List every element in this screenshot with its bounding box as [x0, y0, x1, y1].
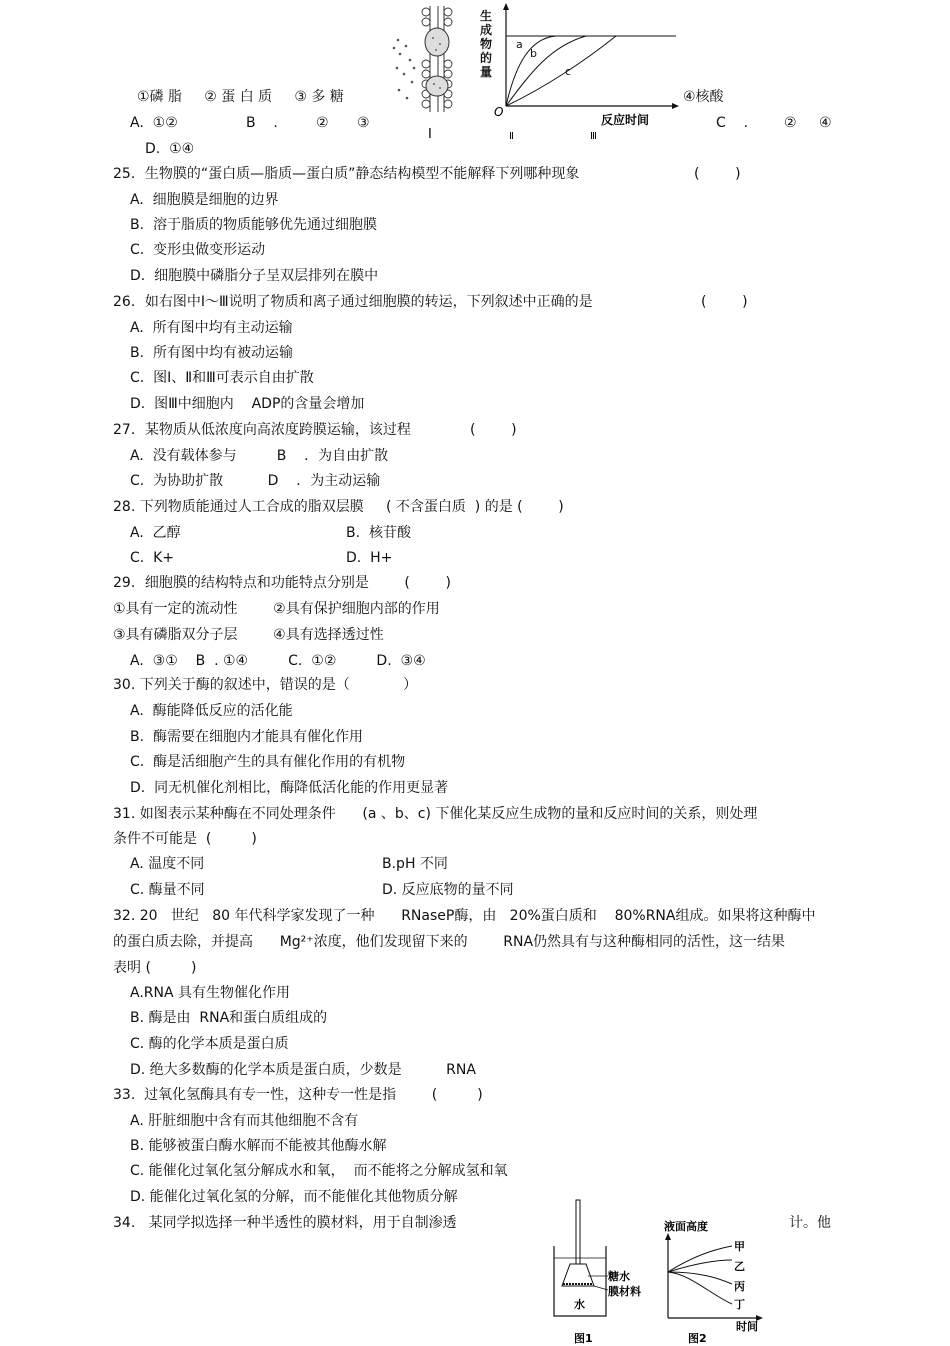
text-line: A. 温度不同	[130, 856, 205, 872]
membrane-transport-figure	[388, 2, 478, 144]
membrane-material-label: 膜材料	[608, 1285, 641, 1298]
fig2-ylabel: 液面高度	[664, 1220, 708, 1233]
text-line: B. 所有图中均有被动运输	[130, 345, 293, 361]
text-line: D. H+	[346, 550, 393, 566]
text-line: B.pH 不同	[382, 856, 448, 872]
text-line: 34. 某同学拟选择一种半透性的膜材料，用于自制渗透	[113, 1215, 457, 1231]
text-line: C. 变形虫做变形运动	[130, 242, 266, 258]
text-line: A. 肝脏细胞中含有而其他细胞不含有	[130, 1113, 359, 1129]
text-line: C. 酶是活细胞产生的具有催化作用的有机物	[130, 754, 406, 770]
text-line: 的蛋白质去除，并提高 Mg²⁺浓度，他们发现留下来的 RNA仍然具有与这种酶相同的活性，这一结果	[113, 934, 786, 950]
text-line: ③具有磷脂双分子层 ④具有选择透过性	[113, 627, 384, 643]
reaction-curve-graph	[476, 2, 686, 144]
text-line: D. ①④	[145, 141, 195, 157]
curve-jia: 甲	[734, 1240, 745, 1253]
text-line: D. 反应底物的量不同	[382, 882, 514, 898]
figure-label-I: Ⅰ	[428, 127, 432, 142]
graph-origin: O	[494, 105, 504, 119]
graph-ylabel-4: 的	[480, 51, 493, 65]
graph-xlabel: 反应时间	[601, 113, 650, 127]
text-line: D. 细胞膜中磷脂分子呈双层排列在膜中	[130, 268, 379, 284]
text-line: A. 细胞膜是细胞的边界	[130, 192, 279, 208]
curve-label-a: a	[516, 38, 523, 51]
text-line: A. 没有载体参与 B ．为自由扩散	[130, 448, 389, 464]
text-line: 条件不可能是 ( )	[113, 831, 257, 847]
text-line: B. 酶需要在细胞内才能具有催化作用	[130, 729, 363, 745]
text-line: 33. 过氧化氢酶具有专一性，这种专一性是指 ( )	[113, 1087, 483, 1103]
curve-bing: 丙	[734, 1280, 745, 1293]
text-line: D. 绝大多数酶的化学本质是蛋白质，少数是 RNA	[130, 1062, 476, 1078]
text-line: ④	[819, 115, 832, 131]
curve-label-c: c	[565, 65, 572, 78]
text-line: D. 图Ⅲ中细胞内 ADP的含量会增加	[130, 396, 365, 412]
text-line: A. 所有图中均有主动运输	[130, 320, 293, 336]
text-line: A. ①②	[130, 115, 178, 131]
text-line: ( )	[701, 294, 748, 310]
text-line: 32. 20 世纪 80 年代科学家发现了一种 RNaseP酶，由 20%蛋白质和 80%RNA组成。如果将这种酶中	[113, 908, 816, 924]
osmometer-figure-1	[540, 1198, 660, 1346]
text-line: C. 能催化过氧化氢分解成水和氧， 而不能将之分解成氢和氧	[130, 1163, 508, 1179]
text-line: B. 溶于脂质的物质能够优先通过细胞膜	[130, 217, 377, 233]
text-line: ①具有一定的流动性 ②具有保护细胞内部的作用	[113, 601, 440, 617]
curve-label-b: b	[530, 47, 537, 60]
text-line: 表明 ( )	[113, 960, 197, 976]
figure-label-II: Ⅱ	[509, 131, 514, 142]
fig2-caption: 图2	[688, 1332, 707, 1345]
text-line: D. 同无机催化剂相比，酶降低活化能的作用更显著	[130, 780, 449, 796]
text-line: B. 核苷酸	[346, 525, 411, 541]
text-line: ②	[784, 115, 797, 131]
text-line: D. 能催化过氧化氢的分解，而不能催化其他物质分解	[130, 1189, 458, 1205]
graph-ylabel-1: 生	[480, 9, 493, 23]
text-line: A. ③① B . ①④ C. ①② D. ③④	[130, 653, 426, 669]
text-line: 计。他	[789, 1215, 831, 1231]
text-line: 30. 下列关于酶的叙述中，错误的是（ ）	[113, 677, 418, 693]
fig2-xlabel: 时间	[736, 1320, 758, 1333]
figure-label-III: Ⅲ	[590, 131, 597, 142]
graph-ylabel-5: 量	[480, 65, 493, 79]
text-line: ( )	[694, 166, 741, 182]
text-line: B .	[246, 115, 278, 131]
fig1-caption: 图1	[574, 1332, 593, 1345]
text-line: 26．如右图中Ⅰ～Ⅲ说明了物质和离子通过细胞膜的转运，下列叙述中正确的是	[113, 294, 593, 310]
text-line: C. 图Ⅰ、Ⅱ和Ⅲ可表示自由扩散	[130, 370, 314, 386]
text-line: A.RNA 具有生物催化作用	[130, 985, 291, 1001]
text-line: 27．某物质从低浓度向高浓度跨膜运输，该过程	[113, 422, 411, 438]
text-line: 31. 如图表示某种酶在不同处理条件 (a 、b、c) 下催化某反应生成物的量和反应时间的关系，则处理	[113, 806, 758, 822]
curve-ding: 丁	[734, 1298, 745, 1311]
sugar-water-label: 糖水	[608, 1270, 630, 1283]
text-line: ①磷 脂 ② 蛋 白 质 ③ 多 糖	[137, 89, 344, 105]
text-line: C. K+	[130, 550, 175, 566]
text-line: 28. 下列物质能通过人工合成的脂双层膜 ( 不含蛋白质 ) 的是 ( )	[113, 499, 564, 515]
liquid-level-figure-2	[660, 1214, 770, 1346]
text-line: 25．生物膜的“蛋白质—脂质—蛋白质”静态结构模型不能解释下列哪种现象	[113, 166, 580, 182]
graph-ylabel-2: 成	[480, 23, 493, 37]
text-line: ②	[316, 115, 329, 131]
text-line: B. 能够被蛋白酶水解而不能被其他酶水解	[130, 1138, 387, 1154]
text-line: C .	[716, 115, 749, 131]
text-line: C. 酶量不同	[130, 882, 205, 898]
text-line: A. 乙醇	[130, 525, 181, 541]
text-line: B. 酶是由 RNA和蛋白质组成的	[130, 1010, 328, 1026]
water-label: 水	[574, 1298, 585, 1311]
curve-yi: 乙	[734, 1260, 745, 1273]
text-line: ④核酸	[683, 89, 724, 105]
text-line: 29．细胞膜的结构特点和功能特点分别是 ( )	[113, 575, 451, 591]
graph-ylabel-3: 物	[480, 37, 493, 51]
text-line: A. 酶能降低反应的活化能	[130, 703, 293, 719]
text-line: C. 为协助扩散 D ．为主动运输	[130, 473, 381, 489]
text-line: ③	[357, 115, 370, 131]
text-line: C. 酶的化学本质是蛋白质	[130, 1036, 289, 1052]
text-line: ( )	[470, 422, 517, 438]
